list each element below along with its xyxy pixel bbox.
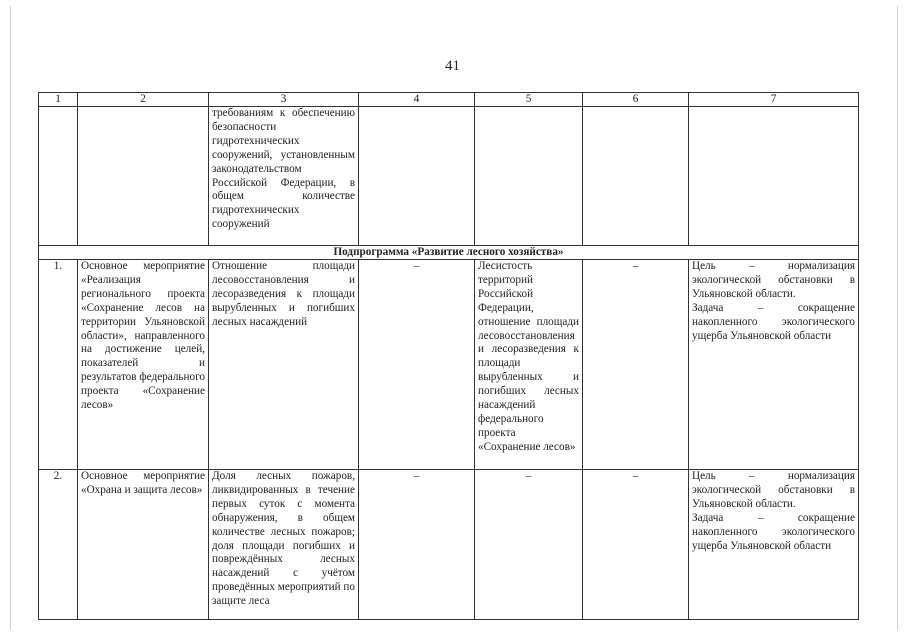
- program-table: [38, 92, 859, 620]
- cell: [39, 107, 78, 246]
- cell: [78, 107, 209, 246]
- row-col-4: –: [359, 470, 475, 620]
- header-col-6: 6: [583, 93, 689, 107]
- header-col-5: 5: [475, 93, 583, 107]
- cell: [359, 107, 475, 246]
- header-col-7: 7: [689, 93, 859, 107]
- continuation-row: [39, 107, 859, 246]
- row-goal-task: [689, 260, 859, 470]
- subprogram-row: [39, 246, 859, 260]
- header-col-3: 3: [209, 93, 359, 107]
- row-task: Задача – сокращение накопленного экологического ущерба Ульяновской области: [692, 511, 855, 552]
- row-number: 1.: [39, 260, 78, 470]
- row-col-6: –: [583, 470, 689, 620]
- table-row: [39, 260, 859, 470]
- row-indicator: Отношение площади лесовосстановления и лесоразведения к площади вырубленных и погибших лесных насаждений: [209, 260, 359, 470]
- cell: [689, 107, 859, 246]
- header-row: [39, 93, 859, 107]
- row-col-5: Лесистость территорий Российской Федерации, отношение площади лесовосстановления и лесоразведения к площади вырубленных и погибших лесных насаждений федерального проекта «Сохранение лесов»: [475, 260, 583, 470]
- row-goal: Цель – нормализация экологической обстановки в Ульяновской области.: [692, 470, 855, 510]
- page-number: 41: [445, 58, 460, 74]
- subprogram-title: Подпрограмма «Развитие лесного хозяйства»: [39, 246, 859, 260]
- cell: [475, 107, 583, 246]
- cell: [583, 107, 689, 246]
- row-indicator: Доля лесных пожаров, ликвидированных в течение первых суток с момента обнаружения, в общем количестве лесных пожаров; доля площади погибших и повреждённых лесных насаждений с учётом проведённых мероприятий по защите леса: [209, 470, 359, 620]
- row-goal: Цель – нормализация экологической обстановки в Ульяновской области.: [692, 260, 855, 300]
- row-number: 2.: [39, 470, 78, 620]
- row-col-6: –: [583, 260, 689, 470]
- continuation-indicator: требованиям к обеспечению безопасности гидротехнических сооружений, установленным законодательством Российской Федерации, в общем количестве гидротехнических сооружений: [209, 107, 359, 246]
- header-col-2: 2: [78, 93, 209, 107]
- row-col-4: –: [359, 260, 475, 470]
- row-col-5: –: [475, 470, 583, 620]
- row-task: Задача – сокращение накопленного экологического ущерба Ульяновской области: [692, 301, 855, 342]
- row-goal-task: [689, 470, 859, 620]
- table-row: [39, 470, 859, 620]
- row-event: Основное мероприятие «Охрана и защита лесов»: [78, 470, 209, 620]
- header-col-1: 1: [39, 93, 78, 107]
- row-event: Основное мероприятие «Реализация регионального проекта «Сохранение лесов на территории Ульяновской области», направленного на достижение целей, показателей и результатов федерального проекта «Сохранение лесов»: [78, 260, 209, 470]
- header-col-4: 4: [359, 93, 475, 107]
